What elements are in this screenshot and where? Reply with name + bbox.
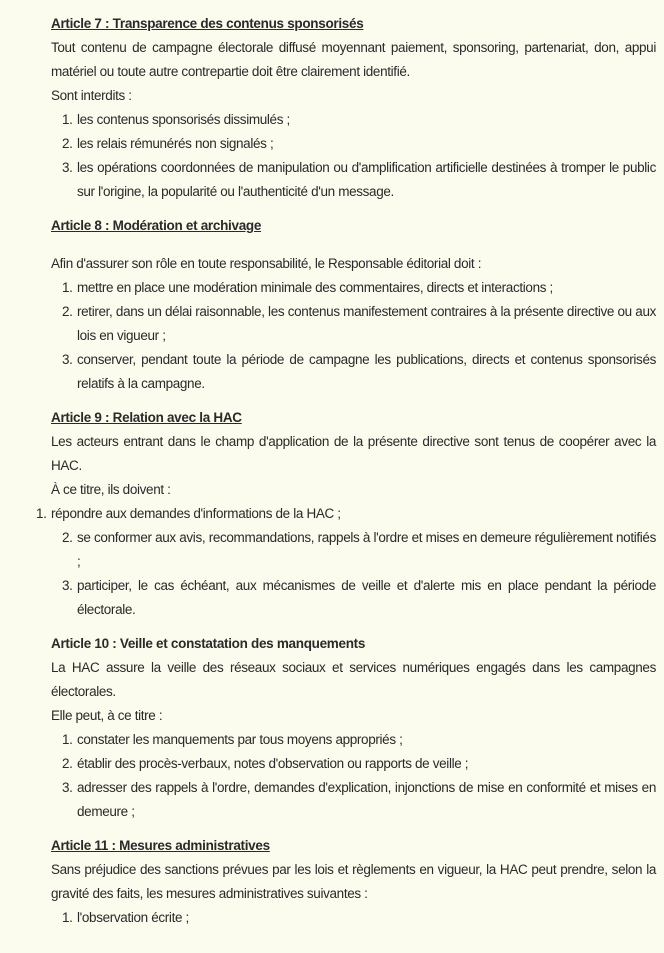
list-item bbox=[51, 728, 656, 752]
article-heading: Article 8 : Modération et archivage bbox=[51, 218, 262, 233]
list-item bbox=[51, 574, 656, 622]
article-10 bbox=[51, 632, 656, 824]
list-number: 3. bbox=[62, 160, 73, 175]
list-text: l'observation écrite ; bbox=[77, 910, 189, 925]
paragraph: Sans préjudice des sanctions prévues par les lois et règlements en vigueur, la HAC peut prendre, selon la gravité des faits, les mesures administratives suivantes : bbox=[51, 862, 656, 901]
list-item bbox=[15, 502, 656, 526]
list-text: les relais rémunérés non signalés ; bbox=[77, 136, 274, 151]
list-number: 3. bbox=[62, 780, 73, 795]
list-text: répondre aux demandes d'informations de la HAC ; bbox=[51, 506, 341, 521]
list-text: les opérations coordonnées de manipulation ou d'amplification artificielle destinées à tromper le public sur l'origine, la popularité ou l'authenticité d'un message. bbox=[77, 160, 656, 199]
list bbox=[51, 728, 656, 824]
list-number: 2. bbox=[62, 756, 73, 771]
article-heading: Article 11 : Mesures administratives bbox=[51, 838, 270, 853]
paragraph: À ce titre, ils doivent : bbox=[51, 482, 171, 497]
list-number: 2. bbox=[62, 136, 73, 151]
list-item bbox=[51, 776, 656, 824]
article-11 bbox=[51, 834, 656, 930]
list-item bbox=[51, 348, 656, 396]
list-text: les contenus sponsorisés dissimulés ; bbox=[77, 112, 290, 127]
list-text: conserver, pendant toute la période de campagne les publications, directs et contenus sponsorisés relatifs à la campagne. bbox=[77, 352, 656, 391]
list-number: 3. bbox=[62, 578, 73, 593]
list-number: 1. bbox=[62, 112, 73, 127]
list-item bbox=[51, 526, 656, 574]
list-text: mettre en place une modération minimale des commentaires, directs et interactions ; bbox=[77, 280, 553, 295]
list-text: adresser des rappels à l'ordre, demandes d'explication, injonctions de mise en conformité et mises en demeure ; bbox=[77, 780, 656, 819]
document-page bbox=[36, 12, 656, 930]
list-text: retirer, dans un délai raisonnable, les contenus manifestement contraires à la présente directive ou aux lois en vigueur ; bbox=[77, 304, 656, 343]
article-heading: Article 7 : Transparence des contenus sponsorisés bbox=[51, 16, 364, 31]
list-item bbox=[51, 156, 656, 204]
paragraph: Elle peut, à ce titre : bbox=[51, 708, 163, 723]
paragraph: Tout contenu de campagne électorale diffusé moyennant paiement, sponsoring, partenariat, don, appui matériel ou toute autre contrepartie doit être clairement identifié. bbox=[51, 40, 656, 79]
list-number: 1. bbox=[36, 506, 47, 521]
list-item bbox=[51, 300, 656, 348]
list-number: 1. bbox=[62, 732, 73, 747]
list bbox=[51, 906, 656, 930]
list-number: 2. bbox=[62, 530, 73, 545]
list-item bbox=[51, 132, 656, 156]
list-text: établir des procès-verbaux, notes d'observation ou rapports de veille ; bbox=[77, 756, 469, 771]
list-item bbox=[51, 108, 656, 132]
list bbox=[51, 276, 656, 396]
paragraph: Afin d'assurer son rôle en toute responsabilité, le Responsable éditorial doit : bbox=[51, 256, 482, 271]
article-heading: Article 10 : Veille et constatation des manquements bbox=[51, 636, 366, 651]
list-number: 2. bbox=[62, 304, 73, 319]
list-number: 3. bbox=[62, 352, 73, 367]
article-8 bbox=[51, 214, 656, 396]
paragraph: Sont interdits : bbox=[51, 88, 132, 103]
list-item bbox=[51, 752, 656, 776]
list-number: 1. bbox=[62, 910, 73, 925]
list-item bbox=[51, 276, 656, 300]
paragraph: La HAC assure la veille des réseaux sociaux et services numériques engagés dans les campagnes électorales. bbox=[51, 660, 656, 699]
list-item bbox=[51, 906, 656, 930]
list-text: constater les manquements par tous moyens appropriés ; bbox=[77, 732, 403, 747]
article-9 bbox=[36, 406, 656, 622]
article-7 bbox=[51, 12, 656, 204]
list-text: participer, le cas échéant, aux mécanismes de veille et d'alerte mis en place pendant la période électorale. bbox=[77, 578, 656, 617]
paragraph: Les acteurs entrant dans le champ d'application de la présente directive sont tenus de coopérer avec la HAC. bbox=[51, 434, 656, 473]
list bbox=[36, 502, 656, 622]
article-heading: Article 9 : Relation avec la HAC bbox=[51, 410, 242, 425]
list bbox=[51, 108, 656, 204]
list-number: 1. bbox=[62, 280, 73, 295]
list-text: se conformer aux avis, recommandations, rappels à l'ordre et mises en demeure régulièrement notifiés ; bbox=[77, 530, 656, 569]
